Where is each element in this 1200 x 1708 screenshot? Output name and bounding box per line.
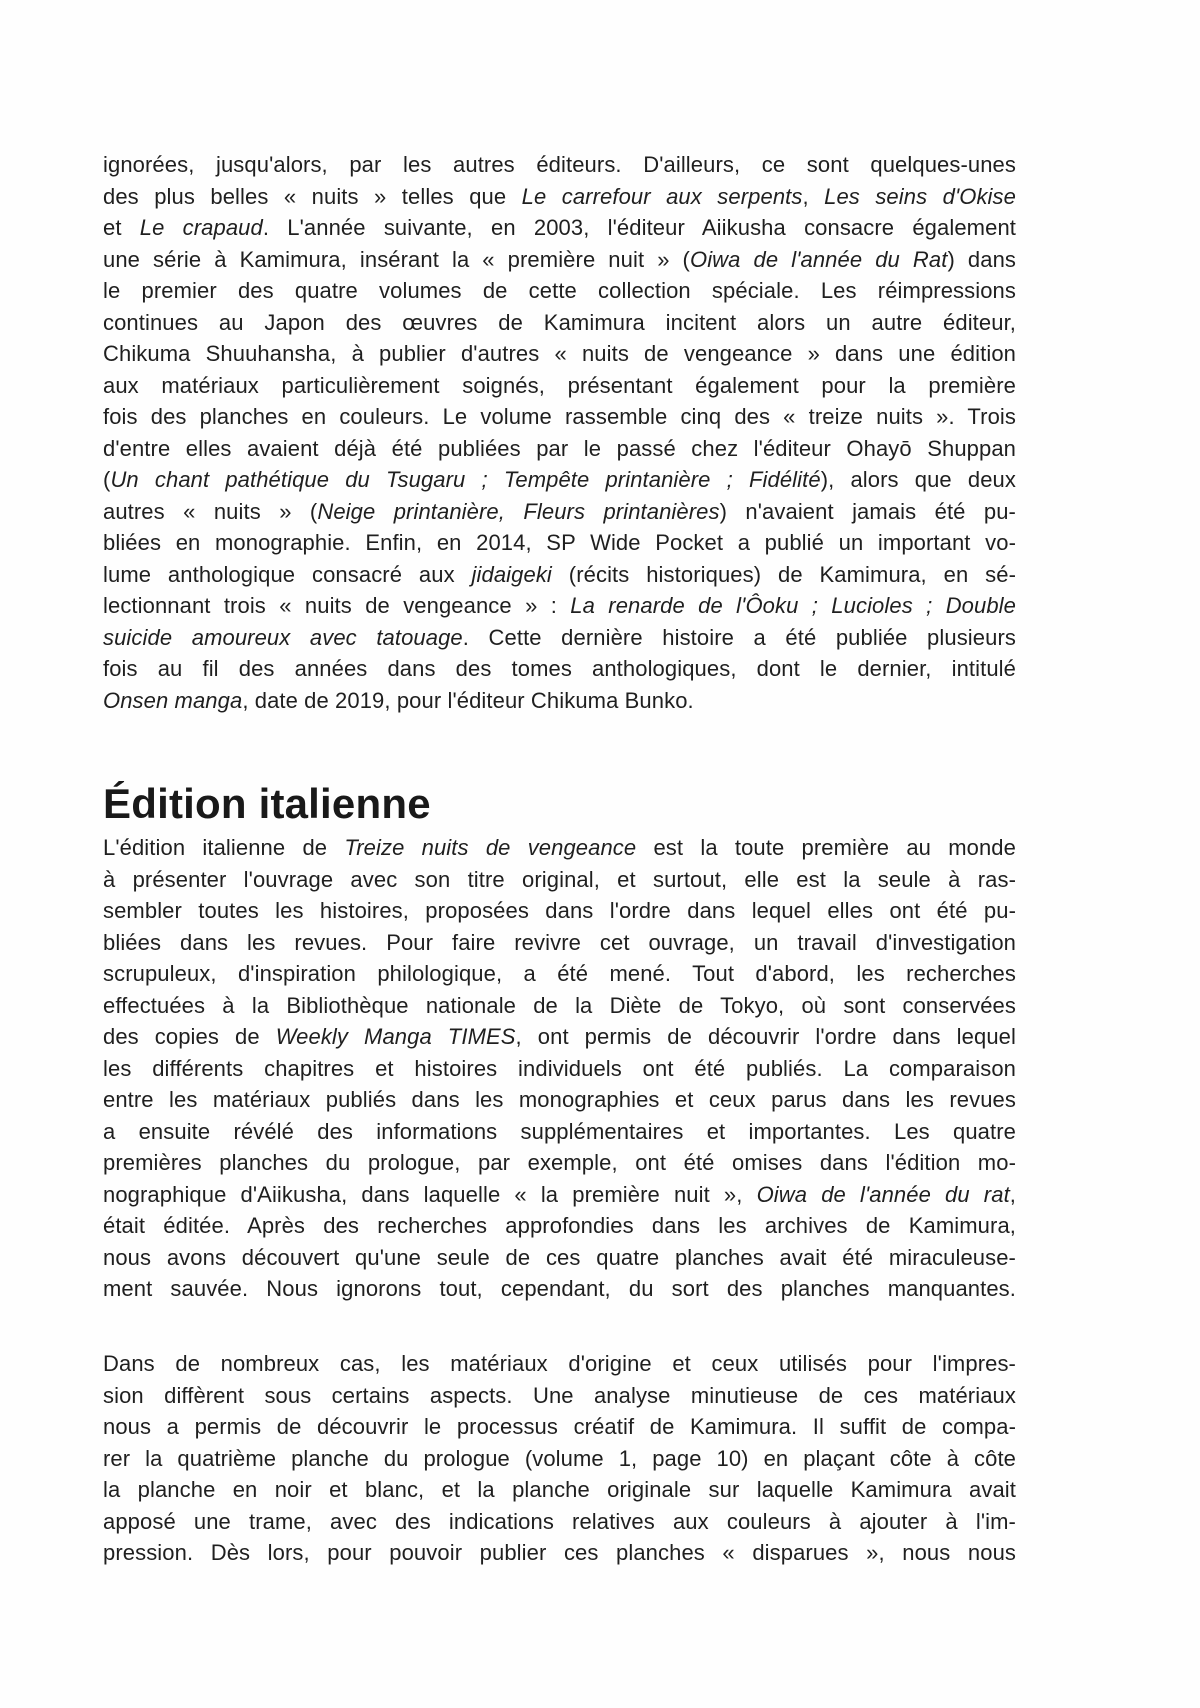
body-text: autres « nuits » ( <box>103 498 318 524</box>
body-text: nous avons découvert qu'une seule de ces quatre planches avait été miraculeuse- <box>103 1244 1016 1270</box>
italic-title-text: Neige printanière, Fleurs printanières <box>317 498 720 524</box>
body-text: est la toute première au monde <box>636 835 1016 860</box>
text-line <box>103 1273 1016 1305</box>
body-text: . L'année suivante, en 2003, l'éditeur Aiikusha consacre également <box>262 215 1016 240</box>
body-text: ( <box>103 467 111 492</box>
body-text: fois au fil des années dans des tomes anthologiques, dont le dernier, intitulé <box>103 656 1016 681</box>
text-line <box>103 149 1016 181</box>
text-line <box>103 958 1016 990</box>
text-line <box>103 622 1016 654</box>
body-text: . Cette dernière histoire a été publiée plusieurs <box>462 624 1016 650</box>
body-text: , date de 2019, pour l'éditeur Chikuma Bunko. <box>242 687 694 713</box>
body-text: aux matériaux particulièrement soignés, présentant également pour la première <box>103 372 1016 398</box>
body-text: la planche en noir et blanc, et la planche originale sur laquelle Kamimura avait <box>103 1477 1016 1502</box>
text-line <box>103 1116 1016 1148</box>
text-line <box>103 181 1016 213</box>
body-text: Dans de nombreux cas, les matériaux d'origine et ceux utilisés pour l'impres- <box>103 1351 1016 1376</box>
italic-title-text: La renarde de l'Ôoku ; Lucioles ; Double <box>570 593 1016 618</box>
body-text: entre les matériaux publiés dans les monographies et ceux parus dans les revues <box>103 1087 1016 1112</box>
body-text: lectionnant trois « nuits de vengeance » : <box>103 593 571 618</box>
text-line <box>103 990 1016 1022</box>
body-text: et <box>103 215 140 240</box>
body-text: , <box>1009 1181 1016 1207</box>
body-text: continues au Japon des œuvres de Kamimura incitent alors un autre éditeur, <box>103 309 1016 335</box>
italic-title-text: Treize nuits de vengeance <box>344 835 637 860</box>
text-line <box>103 653 1016 685</box>
section-heading-edition-italienne: Édition italienne <box>103 780 431 827</box>
body-text: L'édition italienne de <box>103 835 345 860</box>
text-line <box>103 1443 1016 1475</box>
text-line <box>103 1380 1016 1412</box>
italic-title-text: Oiwa de l'année du Rat <box>689 246 948 272</box>
body-text: lume anthologique consacré aux <box>103 561 472 587</box>
body-text: sembler toutes les histoires, proposées dans l'ordre dans lequel elles ont été pu- <box>103 898 1016 923</box>
text-line <box>103 433 1016 465</box>
text-line <box>103 527 1016 559</box>
body-text: sion diffèrent sous certains aspects. Une analyse minutieuse de ces matériaux <box>103 1382 1016 1408</box>
body-text: les différents chapitres et histoires individuels ont été publiés. La comparaison <box>103 1055 1016 1081</box>
text-line <box>103 1179 1016 1211</box>
italic-title-text: suicide amoureux avec tatouage <box>103 624 463 650</box>
body-text: Chikuma Shuuhansha, à publier d'autres « nuits de vengeance » dans une édition <box>103 341 1016 366</box>
body-text: ment sauvée. Nous ignorons tout, cependant, du sort des planches manquantes. <box>103 1276 1016 1301</box>
paragraph-japanese-reprints <box>103 149 1016 716</box>
italic-title-text: Le crapaud <box>139 215 263 240</box>
text-line <box>103 1411 1016 1443</box>
text-line <box>103 895 1016 927</box>
text-line <box>103 370 1016 402</box>
body-text: pression. Dès lors, pour pouvoir publier ces planches « disparues », nous nous <box>103 1540 1016 1565</box>
body-text: a ensuite révélé des informations supplémentaires et importantes. Les quatre <box>103 1118 1016 1144</box>
body-text: des copies de <box>103 1024 276 1049</box>
italic-title-text: jidaigeki <box>471 561 552 587</box>
paragraph-italian-edition <box>103 832 1016 1305</box>
text-line <box>103 864 1016 896</box>
body-text: d'entre elles avaient déjà été publiées par le passé chez l'éditeur Ohayō Shuppan <box>103 435 1016 461</box>
body-text: ), alors que deux <box>820 467 1016 492</box>
italic-title-text: Weekly Manga TIMES <box>275 1024 516 1049</box>
body-text: , ont permis de découvrir l'ordre dans lequel <box>515 1024 1016 1049</box>
text-line <box>103 1053 1016 1085</box>
body-text: nographique d'Aiikusha, dans laquelle « la première nuit », <box>103 1181 757 1207</box>
italic-title-text: Un chant pathétique du Tsugaru ; Tempête printanière ; Fidélité <box>110 467 821 492</box>
text-line <box>103 927 1016 959</box>
body-text: était éditée. Après des recherches approfondies dans les archives de Kamimura, <box>103 1213 1016 1238</box>
text-line <box>103 244 1016 276</box>
body-text: ignorées, jusqu'alors, par les autres éditeurs. D'ailleurs, ce sont quelques-unes <box>103 152 1016 177</box>
body-text: rer la quatrième planche du prologue (volume 1, page 10) en plaçant côte à côte <box>103 1445 1016 1471</box>
body-text: apposé une trame, avec des indications relatives aux couleurs à ajouter à l'im- <box>103 1508 1016 1534</box>
italic-title-text: Onsen manga <box>103 687 243 713</box>
body-text: fois des planches en couleurs. Le volume rassemble cinq des « treize nuits ». Trois <box>103 404 1016 429</box>
body-text: une série à Kamimura, insérant la « première nuit » ( <box>103 246 690 272</box>
paragraph-original-materials <box>103 1348 1016 1569</box>
text-line <box>103 464 1016 496</box>
text-line <box>103 685 1016 717</box>
text-line <box>103 1210 1016 1242</box>
body-text: , <box>802 183 825 209</box>
italic-title-text: Oiwa de l'année du rat <box>756 1181 1010 1207</box>
body-text: nous a permis de découvrir le processus créatif de Kamimura. Il suffit de compa- <box>103 1414 1016 1439</box>
text-line <box>103 1021 1016 1053</box>
body-text: (récits historiques) de Kamimura, en sé- <box>551 561 1016 587</box>
text-line <box>103 212 1016 244</box>
text-line <box>103 1537 1016 1569</box>
text-line <box>103 559 1016 591</box>
body-text: ) dans <box>947 246 1016 272</box>
text-line <box>103 1084 1016 1116</box>
body-text: scrupuleux, d'inspiration philologique, a été mené. Tout d'abord, les recherches <box>103 961 1016 986</box>
body-text: ) n'avaient jamais été pu- <box>719 498 1016 524</box>
body-text: bliées en monographie. Enfin, en 2014, SP Wide Pocket a publié un important vo- <box>103 530 1016 555</box>
italic-title-text: Le carrefour aux serpents <box>521 183 803 209</box>
text-line <box>103 275 1016 307</box>
body-text: à présenter l'ouvrage avec son titre original, et surtout, elle est la seule à ras- <box>103 866 1016 892</box>
text-line <box>103 338 1016 370</box>
text-line <box>103 1506 1016 1538</box>
text-line <box>103 832 1016 864</box>
text-line <box>103 590 1016 622</box>
text-line <box>103 1474 1016 1506</box>
text-line <box>103 496 1016 528</box>
text-line <box>103 401 1016 433</box>
body-text: le premier des quatre volumes de cette collection spéciale. Les réimpressions <box>103 278 1016 303</box>
italic-title-text: Les seins d'Okise <box>824 183 1016 209</box>
text-line <box>103 1348 1016 1380</box>
body-text: des plus belles « nuits » telles que <box>103 183 522 209</box>
text-line <box>103 1242 1016 1274</box>
body-text: premières planches du prologue, par exemple, ont été omises dans l'édition mo- <box>103 1150 1016 1175</box>
body-text: bliées dans les revues. Pour faire revivre cet ouvrage, un travail d'investigation <box>103 929 1016 955</box>
text-line <box>103 307 1016 339</box>
text-line <box>103 1147 1016 1179</box>
body-text: effectuées à la Bibliothèque nationale de la Diète de Tokyo, où sont conservées <box>103 992 1016 1018</box>
